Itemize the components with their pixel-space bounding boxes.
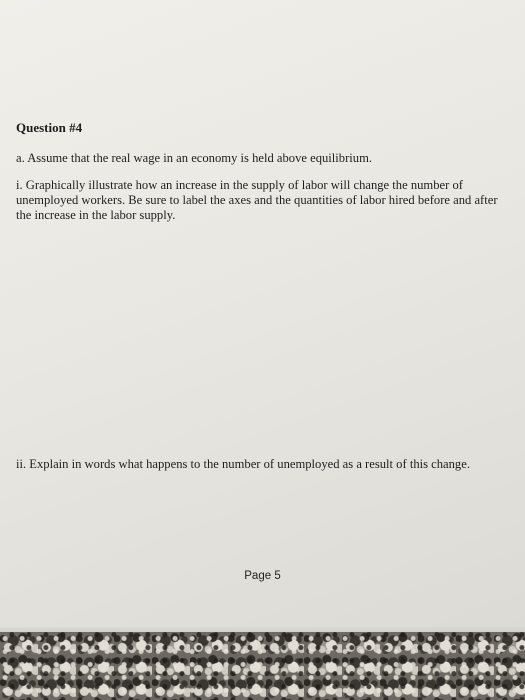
part-a-text: a. Assume that the real wage in an economy is held above equilibrium. bbox=[16, 151, 373, 165]
part-i-line-2: unemployed workers. Be sure to label the axes and the quantities of labor hired before and after bbox=[16, 193, 498, 207]
question-heading: Question #4 bbox=[16, 120, 83, 135]
granite-surface bbox=[0, 632, 525, 700]
part-i-line-3: the increase in the labor supply. bbox=[16, 208, 176, 222]
part-i-line-1: i. Graphically illustrate how an increase in the supply of labor will change the number of bbox=[16, 178, 463, 192]
page-number: Page 5 bbox=[244, 570, 281, 582]
part-i-text bbox=[16, 178, 506, 223]
part-ii-text: ii. Explain in words what happens to the number of unemployed as a result of this change. bbox=[16, 457, 470, 471]
